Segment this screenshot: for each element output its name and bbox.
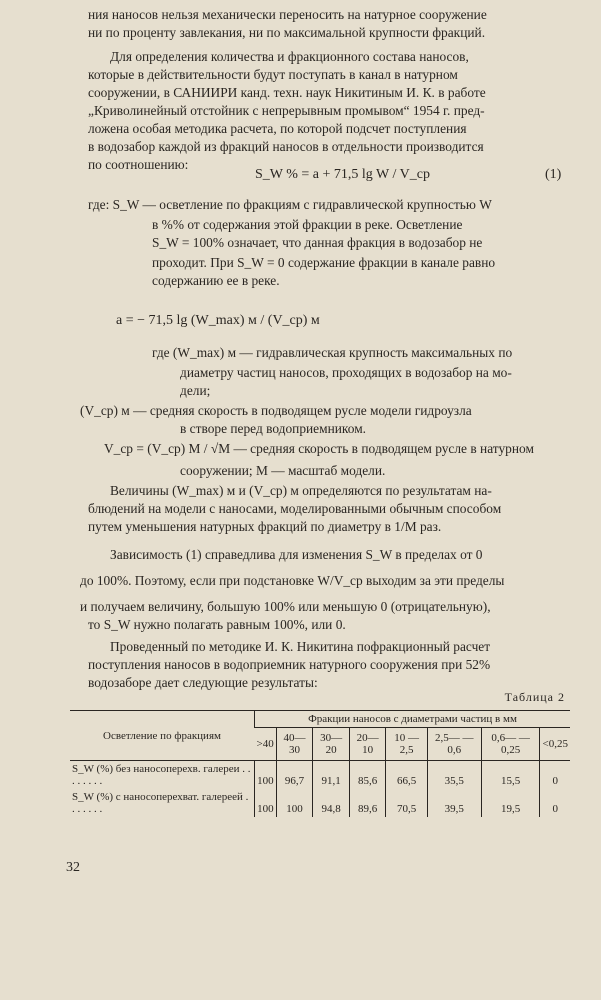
row-label: S_W (%) с наносоперехват. галереей . . . . . . . — [72, 791, 249, 815]
text-line: S_W = 100% означает, что данная фракция в водозабор не — [152, 235, 483, 250]
text-line: до 100%. Поэтому, если при подстановке W/V_ср выходим за эти пределы — [80, 573, 505, 588]
table-cell: 100 — [276, 789, 313, 817]
text-line: Зависимость (1) справедлива для изменения S_W в пределах от 0 — [110, 547, 483, 562]
text-line: ния наносов нельзя механически переносить на натурное сооружение — [88, 7, 487, 22]
table-cell: 85,6 — [349, 761, 386, 790]
text-line: Проведенный по методике И. К. Никитина пофракционный расчет — [110, 639, 491, 654]
column-header: 2,5— —0,6 — [427, 728, 481, 761]
group-header: Фракции наносов с диаметрами частиц в мм — [255, 711, 571, 728]
table-cell: 35,5 — [427, 761, 481, 790]
table-cell: 0 — [540, 761, 570, 790]
column-header: 20—10 — [349, 728, 386, 761]
text-line: (V_ср) м — средняя скорость в подводящем русле модели гидроузла — [80, 403, 472, 418]
table-cell: 15,5 — [481, 761, 540, 790]
page-number: 32 — [66, 860, 80, 875]
table-cell: 100 — [255, 761, 277, 790]
text-line: водозаборе дает следующие результаты: — [88, 675, 318, 690]
text-line: которые в действительности будут поступать в канал в натурном — [88, 67, 458, 82]
text-line: диаметру частиц наносов, проходящих в водозабор на мо- — [180, 365, 512, 380]
text-line: в створе перед водоприемником. — [180, 421, 367, 436]
table-cell: 19,5 — [481, 789, 540, 817]
text-line: проходит. При S_W = 0 содержание фракции в канале равно — [152, 255, 496, 270]
text-line: по соотношению: — [88, 157, 189, 172]
table-row — [70, 789, 570, 817]
text-line: сооружении; M — масштаб модели. — [180, 463, 386, 478]
column-header: 30—20 — [313, 728, 350, 761]
table-cell: 70,5 — [386, 789, 427, 817]
text-line: Для определения количества и фракционного состава наносов, — [110, 49, 469, 64]
formula-number: (1) — [545, 167, 562, 182]
text-line: сооружении, в САНИИРИ канд. техн. наук Никитиным И. К. в работе — [88, 85, 486, 100]
table-cell: 100 — [255, 789, 277, 817]
formula: a = − 71,5 lg (W_max) м / (V_ср) м — [116, 313, 320, 328]
row-header: Осветление по фракциям — [70, 711, 255, 761]
text-line: где: S_W — осветление по фракциям с гидравлической крупностью W — [88, 197, 492, 212]
formula: S_W % = a + 71,5 lg W / V_ср — [255, 167, 430, 182]
text-line: путем уменьшения натурных фракций по диаметру в 1/M раз. — [88, 519, 442, 534]
text-line: в %% от содержания этой фракции в реке. Осветление — [152, 217, 463, 232]
text-line: в водозабор каждой из фракций наносов в отдельности производится — [88, 139, 484, 154]
text-line: Величины (W_max) м и (V_ср) м определяются по результатам на- — [110, 483, 492, 498]
table-cell: 89,6 — [349, 789, 386, 817]
text-line: содержанию ее в реке. — [152, 273, 280, 288]
text-line: где (W_max) м — гидравлическая крупность максимальных по — [152, 345, 513, 360]
results-table — [70, 710, 570, 817]
table-row — [70, 761, 570, 790]
text-line: „Криволинейный отстойник с непрерывным промывом“ 1954 г. пред- — [88, 103, 485, 118]
formula: V_ср = (V_ср) M / √M — средняя скорость в подводящем русле в натурном — [104, 441, 534, 456]
text-line: ложена особая методика расчета, по которой подсчет поступления — [88, 121, 467, 136]
text-line: блюдений на модели с наносами, моделированными обычным способом — [88, 501, 502, 516]
column-header: <0,25 — [540, 728, 570, 761]
text-line: дели; — [180, 383, 211, 398]
table-cell: 94,8 — [313, 789, 350, 817]
text-line: поступления наносов в водоприемник натурного сооружения при 52% — [88, 657, 491, 672]
column-header: >40 — [255, 728, 277, 761]
column-header: 10 —2,5 — [386, 728, 427, 761]
text-line: то S_W нужно полагать равным 100%, или 0. — [88, 617, 346, 632]
table-cell: 39,5 — [427, 789, 481, 817]
table-cell: 66,5 — [386, 761, 427, 790]
text-line: ни по проценту завлекания, ни по максимальной крупности фракций. — [88, 25, 486, 40]
column-header: 0,6— —0,25 — [481, 728, 540, 761]
table-cell: 91,1 — [313, 761, 350, 790]
row-label: S_W (%) без наносоперехв. галереи . . . . . . . . — [72, 763, 251, 787]
table-cell: 0 — [540, 789, 570, 817]
text-line: и получаем величину, большую 100% или меньшую 0 (отрицательную), — [80, 599, 491, 614]
column-header: 40—30 — [276, 728, 313, 761]
table-title: Таблица 2 — [504, 690, 565, 704]
table-cell: 96,7 — [276, 761, 313, 790]
